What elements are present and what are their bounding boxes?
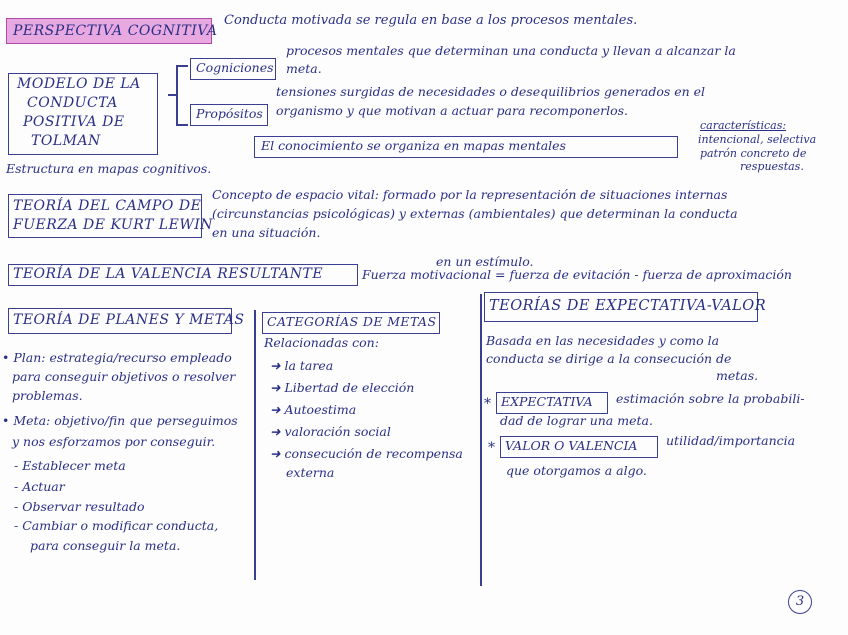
category-text: valoración social	[284, 424, 391, 439]
propositos-label-box	[190, 104, 268, 126]
valence-box	[8, 264, 358, 286]
characteristics-title: características:	[700, 119, 787, 132]
category-item: externa	[286, 465, 335, 480]
valor-desc: utilidad/importancia	[666, 433, 796, 448]
plan-definition: para conseguir objetivos o resolver	[12, 369, 236, 384]
page-number: 3	[795, 594, 805, 609]
valence-desc: Fuerza motivacional = fuerza de evitación - fuerza de aproximación	[362, 267, 792, 282]
expectancy-title: TEORÍAS DE EXPECTATIVA-VALOR	[489, 298, 767, 314]
expectancy-box	[484, 292, 767, 322]
categories-subtitle: Relacionadas con:	[264, 335, 379, 350]
tolman-title-line: MODELO DE LA	[17, 76, 141, 92]
plans-title: TEORÍA DE PLANES Y METAS	[13, 312, 245, 328]
plan-step-text: Observar resultado	[22, 499, 145, 514]
title-description: Conducta motivada se regula en base a los procesos mentales.	[224, 13, 638, 28]
plan-definition-text: Plan: estrategia/recurso empleado	[13, 350, 232, 365]
lewin-desc: (circunstancias psicológicas) y externas (ambientales) que determinan la conducta	[212, 206, 738, 221]
valence-title: TEORÍA DE LA VALENCIA RESULTANTE	[13, 266, 324, 282]
expectancy-desc: Basada en las necesidades y como la	[486, 333, 720, 348]
propositos-desc: organismo y que motivan a actuar para recomponerlos.	[276, 103, 628, 118]
category-item: ➜ consecución de recompensa	[270, 446, 463, 461]
propositos-label: Propósitos	[196, 106, 263, 121]
bracket-line	[168, 94, 176, 96]
category-text: consecución de recompensa	[284, 446, 463, 461]
valor-label-box	[500, 436, 658, 458]
plan-step-text: Cambiar o modificar conducta,	[22, 518, 219, 533]
valor-label: VALOR O VALENCIA	[505, 438, 638, 453]
cogniciones-label-box	[190, 58, 276, 80]
lewin-title-line: FUERZA DE KURT LEWIN	[13, 217, 213, 233]
page-title: PERSPECTIVA COGNITIVA	[13, 23, 218, 39]
goal-definition: • Meta: objetivo/fin que perseguimos	[2, 413, 238, 428]
mental-map-text: El conocimiento se organiza en mapas mentales	[261, 138, 566, 153]
cogniciones-desc: procesos mentales que determinan una conducta y llevan a alcanzar la	[286, 43, 736, 58]
valence-note: en un estímulo.	[436, 254, 534, 269]
expectativa-label: EXPECTATIVA	[501, 394, 593, 409]
expectancy-desc: conducta se dirige a la consecución de	[486, 351, 732, 366]
asterisk: *	[488, 440, 495, 456]
plan-step: - Actuar	[14, 479, 65, 494]
goal-definition: y nos esforzamos por conseguir.	[12, 434, 216, 449]
category-text: la tarea	[284, 358, 334, 373]
characteristics-item: respuestas.	[740, 160, 804, 173]
tolman-title-line: CONDUCTA	[27, 95, 118, 111]
plan-step: para conseguir la meta.	[30, 538, 181, 553]
category-text: Libertad de elección	[284, 380, 415, 395]
category-item: ➜ Autoestima	[270, 402, 357, 417]
bracket-line	[176, 65, 178, 125]
characteristics-item: intencional, selectiva	[698, 133, 817, 146]
lewin-box	[8, 194, 213, 238]
plan-definition: problemas.	[12, 388, 83, 403]
valor-desc: que otorgamos a algo.	[506, 463, 647, 478]
expectativa-label-box	[496, 392, 608, 414]
characteristics-item: patrón concreto de	[700, 147, 807, 160]
expectativa-desc: dad de lograr una meta.	[500, 413, 653, 428]
plan-step: - Cambiar o modificar conducta,	[14, 518, 219, 533]
tolman-title-line: POSITIVA DE	[23, 114, 125, 130]
plan-definition: • Plan: estrategia/recurso empleado	[2, 350, 232, 365]
propositos-desc: tensiones surgidas de necesidades o desequilibrios generados en el	[276, 84, 706, 99]
category-item: ➜ Libertad de elección	[270, 380, 415, 395]
expectancy-desc: metas.	[716, 368, 759, 383]
plan-step-text: Actuar	[22, 479, 65, 494]
categories-box	[262, 312, 440, 334]
tolman-title-line: TOLMAN	[31, 133, 101, 149]
cogniciones-desc: meta.	[286, 61, 322, 76]
column-divider	[254, 310, 256, 580]
goal-definition-text: Meta: objetivo/fin que perseguimos	[13, 413, 238, 428]
tolman-box	[8, 73, 158, 155]
page-number-mark	[788, 590, 812, 614]
plan-step-text: Establecer meta	[22, 458, 126, 473]
plans-box	[8, 308, 245, 334]
category-item: ➜ la tarea	[270, 358, 334, 373]
cogniciones-label: Cogniciones	[196, 60, 274, 75]
category-item: ➜ valoración social	[270, 424, 391, 439]
cognitive-maps-text: Estructura en mapas cognitivos.	[6, 161, 212, 176]
title-box	[6, 18, 218, 44]
column-divider	[480, 294, 482, 586]
mental-map-box	[254, 136, 678, 158]
expectativa-desc: estimación sobre la probabili-	[616, 391, 805, 406]
plan-step: - Observar resultado	[14, 499, 145, 514]
plan-step: - Establecer meta	[14, 458, 126, 473]
bracket-line	[176, 65, 188, 67]
bracket-line	[176, 124, 188, 126]
categories-title: CATEGORÍAS DE METAS	[267, 314, 437, 329]
lewin-desc: Concepto de espacio vital: formado por la representación de situaciones internas	[212, 187, 728, 202]
lewin-title-line: TEORÍA DEL CAMPO DE	[13, 198, 202, 214]
lewin-desc: en una situación.	[212, 225, 321, 240]
asterisk: *	[484, 396, 491, 412]
category-text: Autoestima	[284, 402, 357, 417]
